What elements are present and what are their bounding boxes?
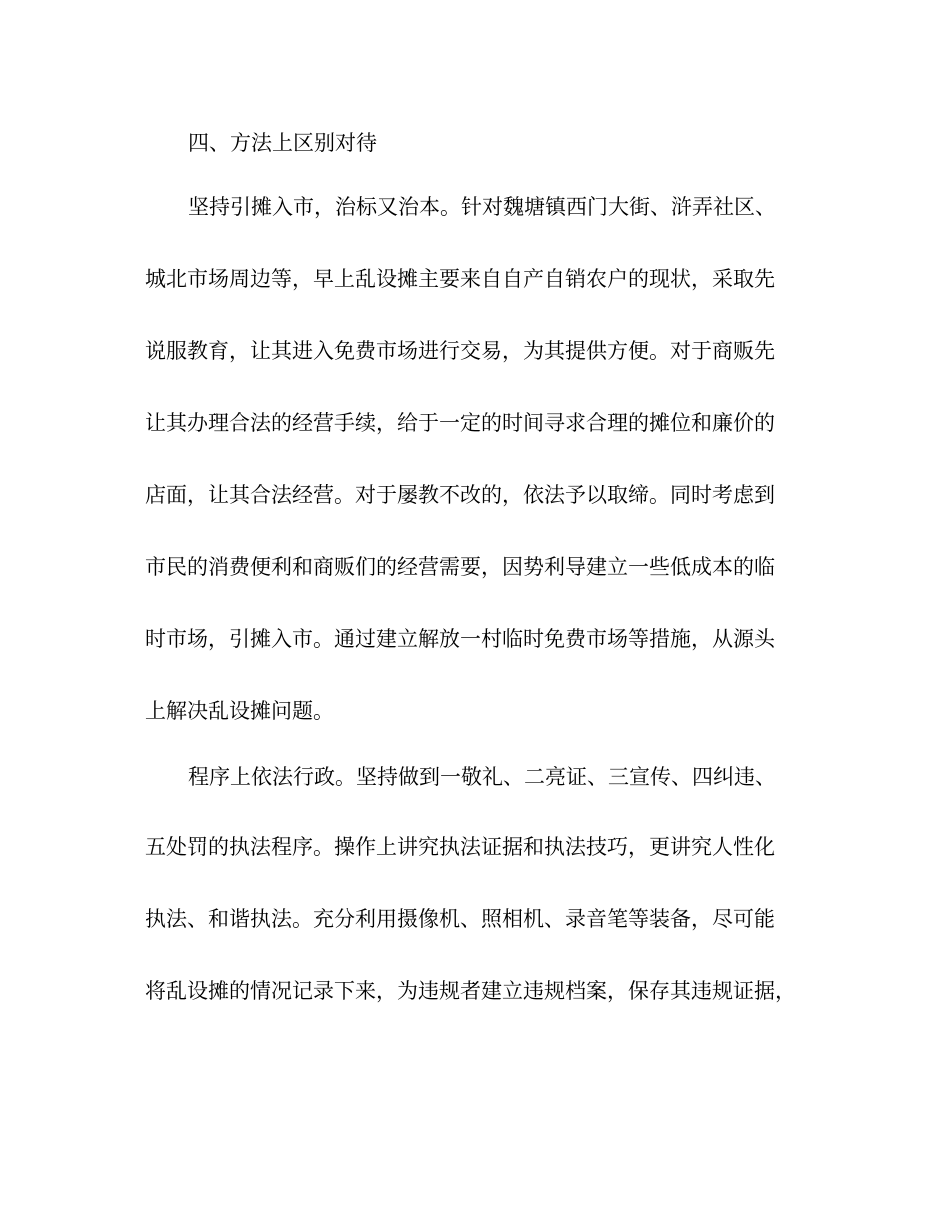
paragraph-line: 时市场，引摊入市。通过建立解放一村临时免费市场等措施，从源头 <box>145 627 775 651</box>
section-heading: 四、方法上区别对待 <box>188 131 377 155</box>
paragraph-line: 城北市场周边等，早上乱设摊主要来自自产自销农户的现状，采取先 <box>145 267 775 291</box>
paragraph-line: 说服教育，让其进入免费市场进行交易，为其提供方便。对于商贩先 <box>145 339 775 363</box>
paragraph-line: 执法、和谐执法。充分利用摄像机、照相机、录音笔等装备，尽可能 <box>145 907 775 931</box>
paragraph-line: 让其办理合法的经营手续，给于一定的时间寻求合理的摊位和廉价的 <box>145 411 775 435</box>
paragraph-line: 市民的消费便利和商贩们的经营需要，因势利导建立一些低成本的临 <box>145 555 775 579</box>
paragraph-line: 上解决乱设摊问题。 <box>145 699 334 723</box>
paragraph-line: 坚持引摊入市，治标又治本。针对魏塘镇西门大街、浒弄社区、 <box>188 195 776 219</box>
paragraph-line: 店面，让其合法经营。对于屡教不改的，依法予以取缔。同时考虑到 <box>145 483 775 507</box>
paragraph-line: 将乱设摊的情况记录下来，为违规者建立违规档案，保存其违规证据， <box>145 979 796 1003</box>
paragraph-line: 五处罚的执法程序。操作上讲究执法证据和执法技巧，更讲究人性化 <box>145 835 775 859</box>
paragraph-line: 程序上依法行政。坚持做到一敬礼、二亮证、三宣传、四纠违、 <box>188 765 776 789</box>
